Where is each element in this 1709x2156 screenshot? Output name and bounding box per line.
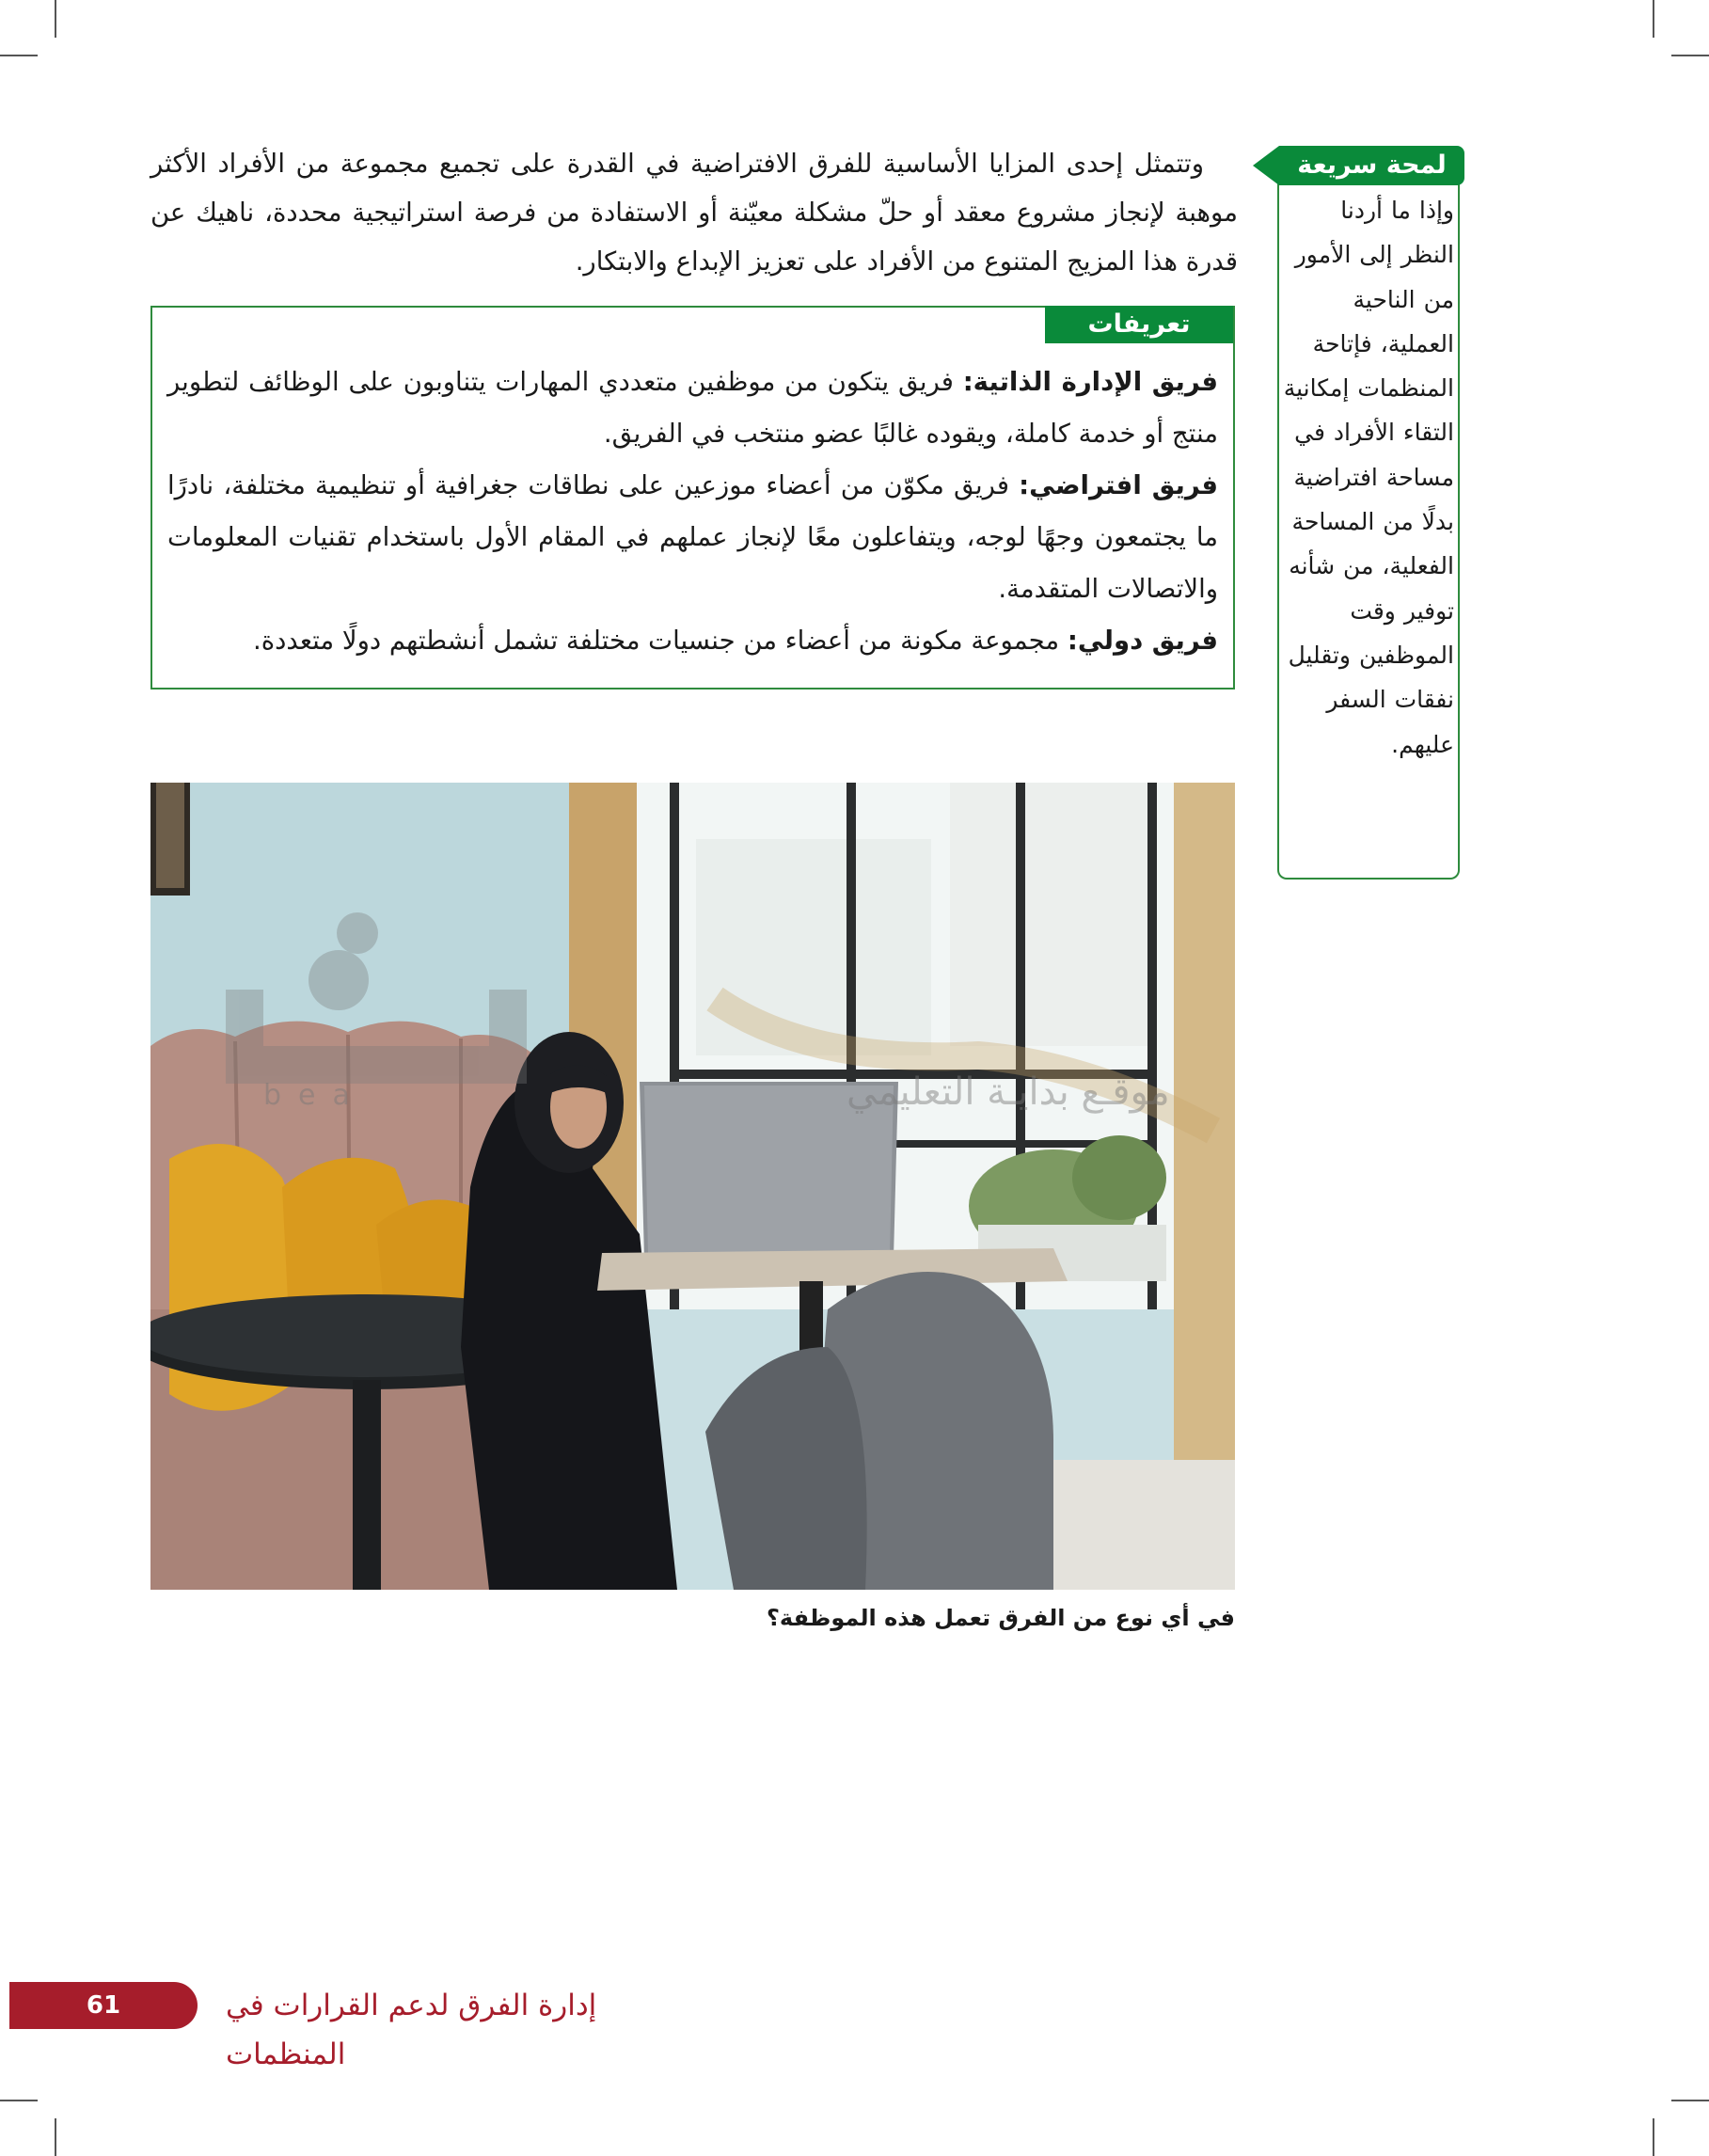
definitions-title: تعريفات — [1045, 306, 1233, 343]
crop-mark — [0, 2100, 38, 2101]
definition-item — [167, 615, 1218, 667]
definitions-box — [150, 306, 1235, 690]
definition-text: فريق مكوّن من أعضاء موزعين على نطاقات جغرافية أو تنظيمية مختلفة، نادرًا ما يجتمعون وجهًا لوجه، ويتفاعلون معًا لإنجاز عملهم في المقام الأول باستخدام تقنيات المعلومات والاتصالات المتقدمة. — [167, 470, 1218, 604]
definition-item — [167, 460, 1218, 615]
intro-paragraph — [150, 139, 1238, 286]
intro-rest: الأكثر موهبة لإنجاز مشروع معقد أو حلّ مشكلة معيّنة أو الاستفادة من فرصة استراتيجية محددة، ناهيك عن قدرة هذا المزيج المتنوع من الأفراد على تعزيز الإبداع والابتكار. — [150, 149, 1238, 277]
woman-laptop-photo — [150, 783, 1235, 1590]
crop-mark — [1671, 55, 1709, 56]
crop-mark — [0, 55, 38, 56]
crop-mark — [55, 2118, 56, 2156]
definitions-body — [167, 357, 1218, 667]
definition-term: فريق دولي: — [1067, 626, 1218, 656]
crop-mark — [1653, 2118, 1654, 2156]
definition-term: فريق افتراضي: — [1019, 470, 1218, 500]
sidebar-tab — [1253, 146, 1464, 185]
footer-title: إدارة الفرق لدعم القرارات في المنظمات — [226, 1989, 597, 2071]
crop-mark — [55, 0, 56, 38]
sidebar-title: لمحة سريعة — [1279, 146, 1464, 185]
crop-mark — [1653, 0, 1654, 38]
intro-first-line: وتتمثل إحدى المزايا الأساسية للفرق الافتراضية في القدرة على تجميع مجموعة من الأفراد — [217, 149, 1204, 179]
sidebar-text: وإذا ما أردنا النظر إلى الأمور من الناحية العملية، فإتاحة المنظمات إمكانية التقاء الأفراد في مساحة افتراضية بدلًا من المساحة الفعلية، من شأنه توفير وقت الموظفين وتقليل نفقات السفر عليهم. — [1283, 197, 1454, 758]
photo-caption: في أي نوع من الفرق تعمل هذه الموظفة؟ — [767, 1605, 1235, 1631]
crop-mark — [1671, 2100, 1709, 2101]
definition-item — [167, 357, 1218, 460]
definition-term: فريق الإدارة الذاتية: — [962, 367, 1218, 397]
photo-watermark: bea — [263, 1079, 367, 1112]
definition-text: فريق يتكون من موظفين متعددي المهارات يتناوبون على الوظائف لتطوير منتج أو خدمة كاملة، ويقوده غالبًا عضو منتخب في الفريق. — [167, 367, 1218, 449]
photo-watermark: موقـع بدايـة التعليمي — [847, 1070, 1170, 1114]
definition-text: مجموعة مكونة من أعضاء من جنسيات مختلفة تشمل أنشطتهم دولًا متعددة. — [253, 626, 1060, 656]
sidebar-arrow-icon — [1253, 146, 1279, 185]
page-number: 61 — [9, 1982, 198, 2029]
